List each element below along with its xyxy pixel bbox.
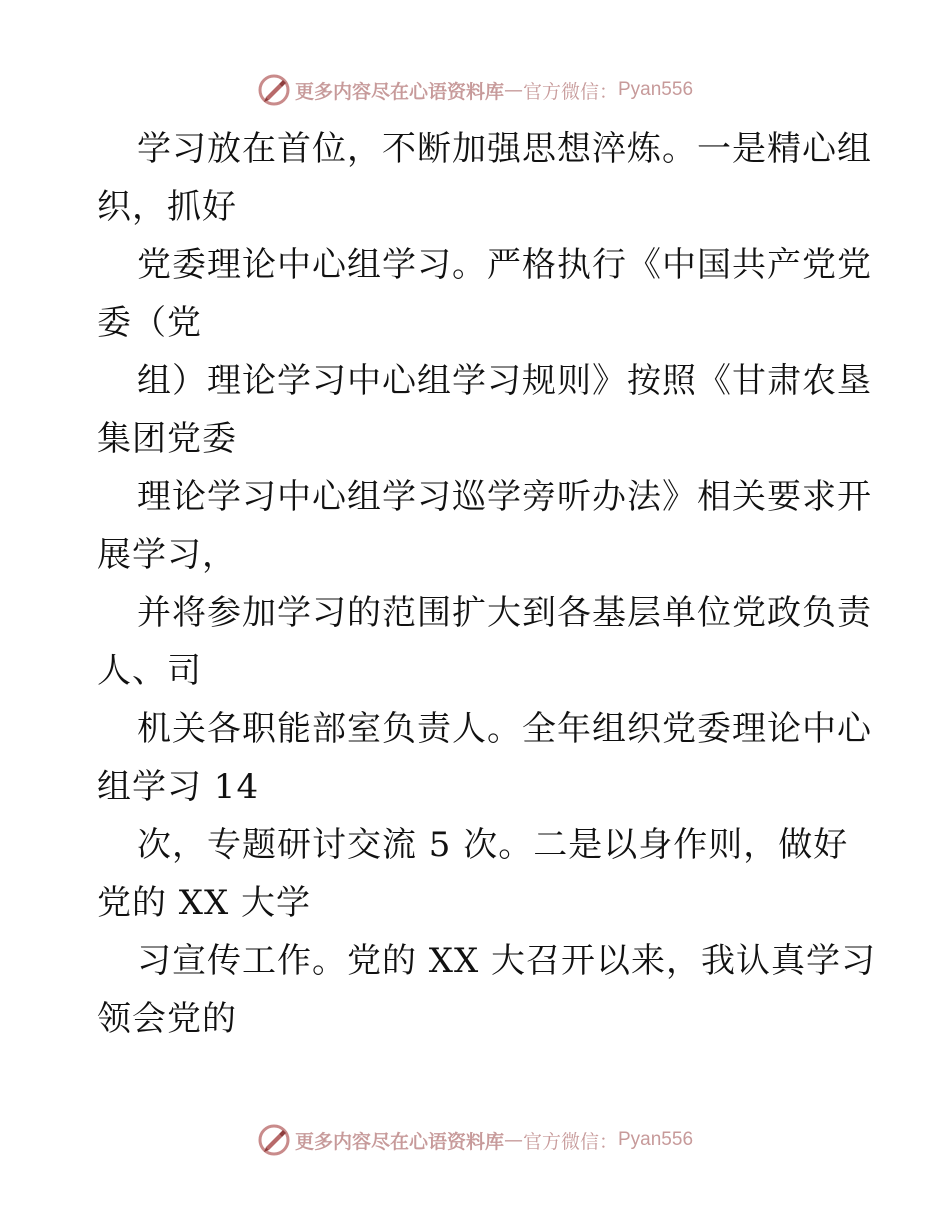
text-line: 并将参加学习的范围扩大到各基层单位党政负责 <box>137 593 872 633</box>
document-body <box>97 120 877 1048</box>
text-line: 织，抓好 <box>97 187 237 227</box>
banner-wechat-id: Pyan556 <box>618 1129 694 1150</box>
banner-separator: — <box>503 1129 523 1151</box>
banner-wechat-id: Pyan556 <box>618 79 694 100</box>
pen-logo-icon <box>257 73 291 107</box>
text-line: 委（党 <box>97 303 202 343</box>
text-line: 次，专题研讨交流 5 次。二是以身作则，做好 <box>137 825 849 865</box>
text-line: 党委理论中心组学习。严格执行《中国共产党党 <box>137 245 872 285</box>
text-line: 组学习 14 <box>97 767 260 807</box>
text-line: 集团党委 <box>97 419 237 459</box>
banner-official-label: 官方微信： <box>522 1130 618 1153</box>
header-watermark-banner <box>0 70 950 110</box>
text-line: 展学习， <box>97 535 237 575</box>
footer-watermark-banner <box>0 1120 950 1160</box>
text-line: 领会党的 <box>97 999 237 1039</box>
text-line: 机关各职能部室负责人。全年组织党委理论中心 <box>137 709 872 749</box>
text-line: 人、司 <box>97 651 202 691</box>
banner-separator: — <box>503 79 523 101</box>
pen-logo-icon <box>257 1123 291 1157</box>
text-line: 学习放在首位，不断加强思想淬炼。一是精心组 <box>137 129 872 169</box>
text-line: 理论学习中心组学习巡学旁听办法》相关要求开 <box>137 477 872 517</box>
text-line: 习宣传工作。党的 XX 大召开以来，我认真学习 <box>137 941 877 981</box>
banner-main-text: 更多内容尽在心语资料库 <box>294 80 504 103</box>
text-line: 党的 XX 大学 <box>97 883 312 923</box>
banner-main-text: 更多内容尽在心语资料库 <box>294 1130 504 1153</box>
banner-official-label: 官方微信： <box>522 80 618 103</box>
text-line: 组）理论学习中心组学习规则》按照《甘肃农垦 <box>137 361 872 401</box>
